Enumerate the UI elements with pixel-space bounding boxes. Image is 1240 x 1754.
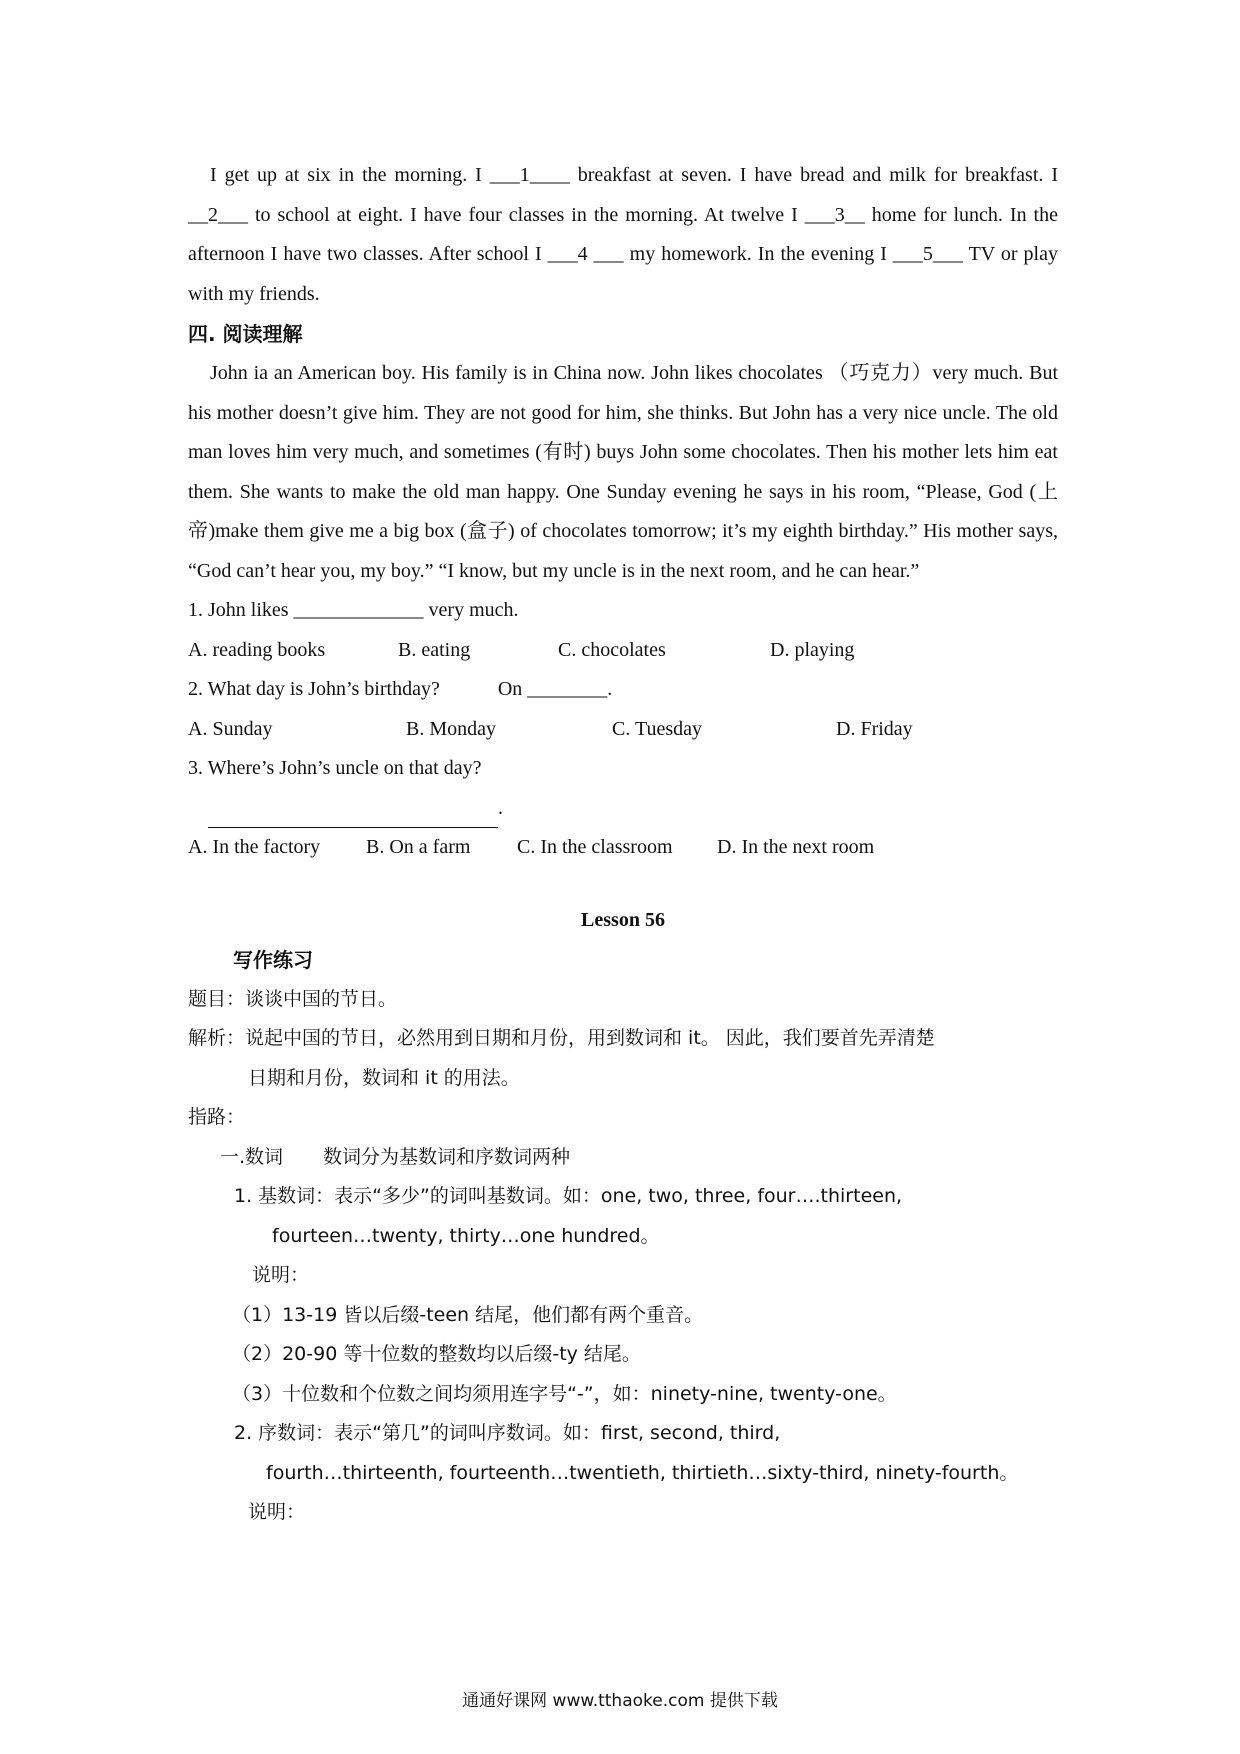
lesson-title: Lesson 56 (581, 908, 665, 931)
lesson-topic: 题目：谈谈中国的节日。 (188, 987, 398, 1010)
question-3-stem: 3. Where’s John’s uncle on that day? (188, 757, 482, 779)
lesson-guide: 指路： (188, 1106, 246, 1128)
option-d[interactable]: D. Friday (836, 717, 913, 740)
lesson-analysis-2: 日期和月份，数词和 it 的用法。 (248, 1066, 520, 1089)
section-heading-reading: 四. 阅读理解 (188, 322, 303, 346)
question-2-options (188, 710, 1058, 750)
question-1-stem: 1. John likes _____________ very much. (188, 599, 519, 621)
option-d[interactable]: D. playing (770, 638, 855, 661)
question-3-options (188, 828, 1058, 868)
ordinal-line-1: 2. 序数词：表示“第几”的词叫序数词。如：first, second, third, (234, 1422, 781, 1444)
option-a[interactable]: A. In the factory (188, 836, 321, 858)
option-c[interactable]: C. chocolates (558, 638, 666, 661)
question-1-options (188, 631, 1058, 671)
option-a[interactable]: A. Sunday (188, 717, 273, 740)
question-2-tail: On ________. (497, 678, 613, 700)
lesson-subtitle: 写作练习 (233, 947, 313, 972)
option-b[interactable]: B. eating (398, 638, 471, 661)
page-footer: 通通好课网 www.tthaoke.com 提供下载 (462, 1691, 778, 1711)
cloze-text: I get up at six in the morning. I ___1____ breakfast at seven. I have bread and milk for breakfast. I __2___ to school at eight. I have four classes in the morning. At twelve I ___3__ home for lunch. In the afternoon I have two classes. After school I ___4 ___ my homework. In the evening I ___5___ TV or play with my friends. (188, 164, 1058, 305)
numerals-desc: 数词分为基数词和序数词两种 (323, 1145, 571, 1168)
numerals-heading (188, 1138, 1058, 1178)
reading-passage (188, 354, 1058, 591)
option-a[interactable]: A. reading books (188, 638, 326, 661)
option-b[interactable]: B. Monday (406, 717, 496, 740)
note-1: （1）13-19 皆以后缀-teen 结尾，他们都有两个重音。 (232, 1303, 704, 1326)
cloze-paragraph (188, 156, 1058, 314)
option-c[interactable]: C. Tuesday (612, 717, 703, 740)
document-page (188, 156, 1058, 1533)
option-c[interactable]: C. In the classroom (517, 836, 673, 858)
question-3-answer-line (188, 789, 1058, 829)
question-2-text: 2. What day is John’s birthday? (188, 678, 440, 700)
answer-blank (208, 805, 498, 828)
note-label: 说明： (252, 1264, 310, 1286)
note-2: （2）20-90 等十位数的整数均以后缀-ty 结尾。 (232, 1343, 641, 1365)
option-d[interactable]: D. In the next room (717, 836, 875, 858)
answer-period: . (498, 796, 503, 819)
reading-passage-text: John ia an American boy. His family is in China now. John likes chocolates （巧克力）very much. But his mother doesn’t give him. They are not good for him, she thinks. But John has a very nice uncle. The old man loves him very much, and sometimes (有时) buys John some chocolates. Then his mother lets him eat them. She wants to make the old man happy. One Sunday evening he says in his room, “Please, God (上帝)make them give me a big box (盒子) of chocolates tomorrow; it’s my eighth birthday.” His mother says, “God can’t hear you, my boy.” “I know, but my uncle is in the next room, and he can hear.” (188, 362, 1058, 582)
question-2-stem (188, 670, 1058, 710)
numerals-head: 一.数词 (220, 1145, 284, 1168)
option-b[interactable]: B. On a farm (366, 836, 471, 858)
cardinal-line-2: fourteen…twenty, thirty…one hundred。 (272, 1224, 660, 1247)
note-label-2: 说明： (248, 1501, 306, 1523)
cardinal-line-1: 1. 基数词：表示“多少”的词叫基数词。如：one, two, three, four….thirteen, (234, 1185, 903, 1207)
lesson-analysis-1: 解析：说起中国的节日，必然用到日期和月份，用到数词和 it。 因此，我们要首先弄清楚 (188, 1027, 935, 1049)
note-3: （3）十位数和个位数之间均须用连字号“-”，如：ninety-nine, twenty-one。 (232, 1382, 897, 1405)
ordinal-line-2: fourth…thirteenth, fourteenth…twentieth, thirtieth…sixty-third, ninety-fourth。 (266, 1461, 1019, 1484)
